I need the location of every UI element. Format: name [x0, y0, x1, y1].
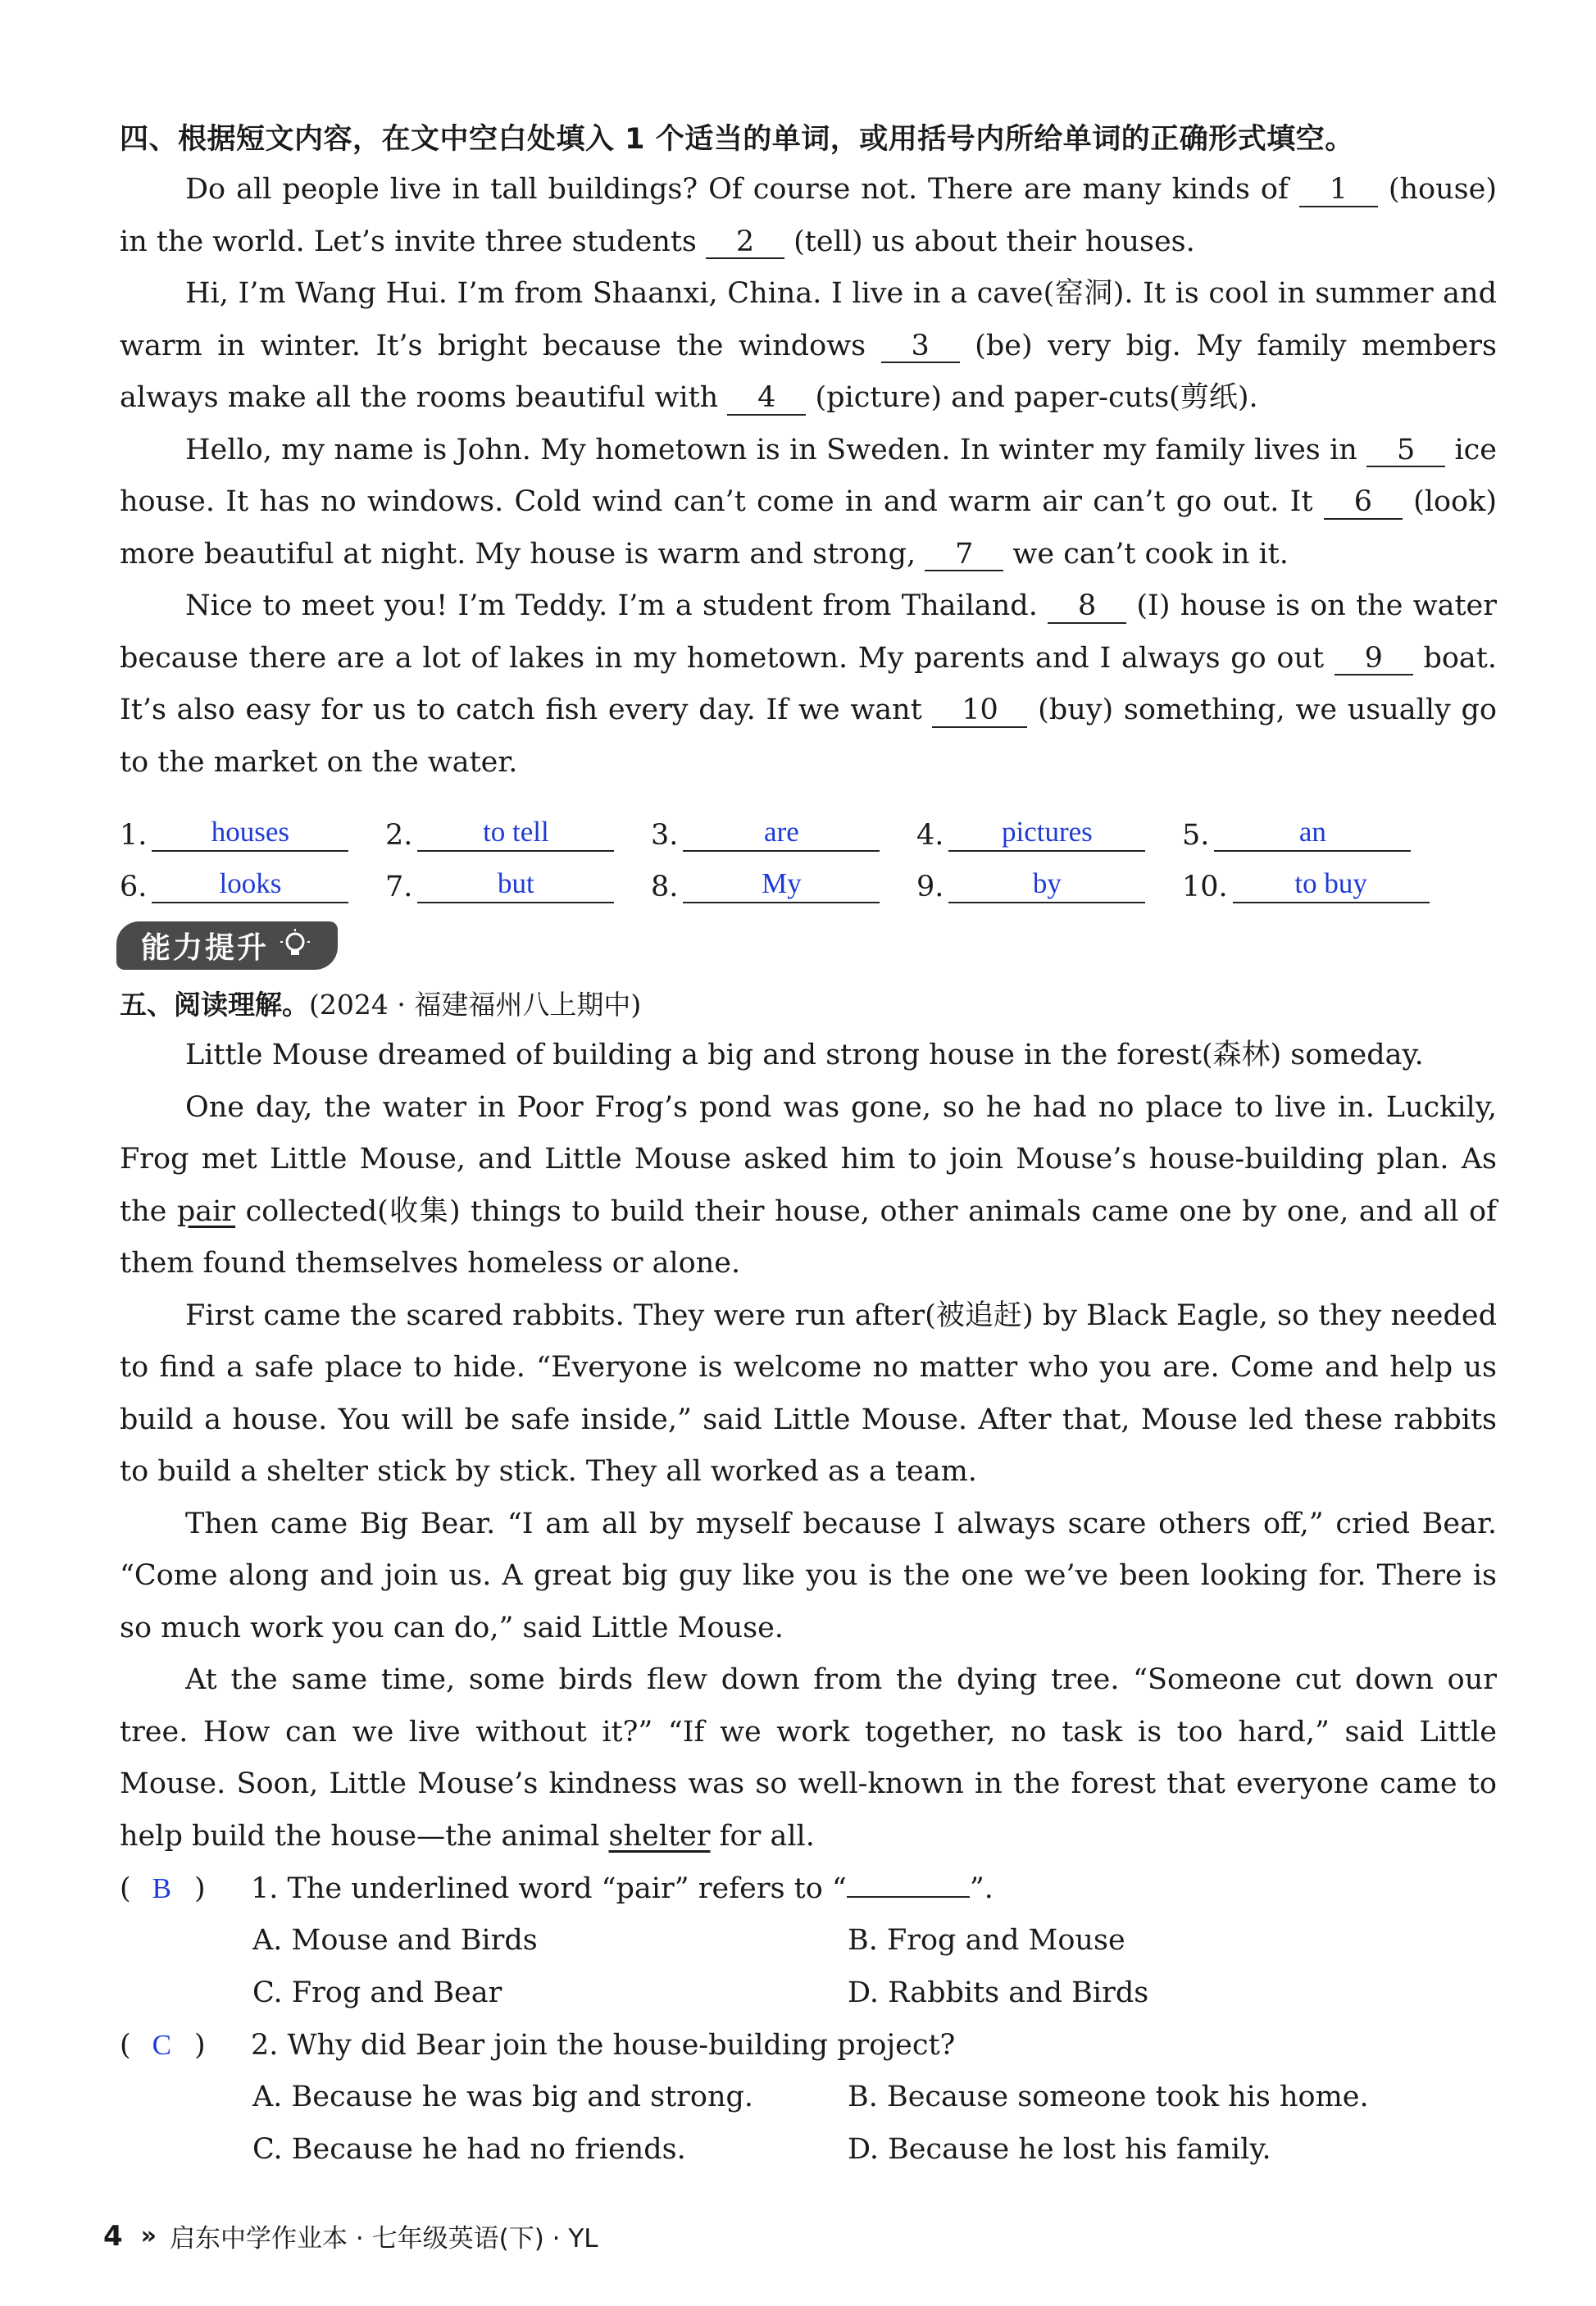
blank-4: 4	[727, 382, 806, 416]
worksheet-page	[120, 115, 1497, 2176]
option-c[interactable]: C. Because he had no friends.	[252, 2132, 686, 2166]
blank-7: 7	[925, 539, 1003, 572]
passage-teddy: Nice to meet you! I’m Teddy. I’m a student from Thailand. 8 (I) house is on the water because there are a lot of lakes in my hometown. My parents and I always go out 9 boat. It’s also easy for us to catch fish every day. If we want 10 (buy) something, we usually go to the market on the water.	[120, 589, 1498, 779]
answer-field[interactable]: pictures	[948, 813, 1145, 853]
option-a[interactable]: A. Because he was big and strong.	[252, 2081, 754, 2113]
page-footer	[103, 2217, 598, 2254]
answer-item: 5. an	[1182, 813, 1448, 853]
answer-bracket[interactable]: ( B )	[120, 1863, 251, 1915]
question-source: (2024 · 福建福州八上期中)	[309, 989, 642, 1021]
reading-para-1: Little Mouse dreamed of building a big and strong house in the forest(森林) someday.	[185, 1039, 1424, 1071]
ability-banner	[116, 918, 1497, 972]
answer-item: 6. looks	[120, 865, 385, 904]
section-5-title: 五、阅读理解。(2024 · 福建福州八上期中)	[120, 989, 642, 1021]
passage-john: Hello, my name is John. My hometown is in Sweden. In winter my family lives in 5 ice house. It has no windows. Cold wind can’t come in and warm air can’t go out. It 6 (look) more beautiful at night. My house is warm and strong, 7 we can’t cook in it.	[120, 433, 1497, 571]
option-d[interactable]: D. Rabbits and Birds	[848, 1976, 1149, 2009]
option-row	[120, 2124, 1497, 2176]
blank-5: 5	[1366, 434, 1445, 468]
option-c[interactable]: C. Frog and Bear	[252, 1976, 502, 2009]
option-row	[120, 1967, 1497, 2020]
blank-2: 2	[706, 226, 784, 260]
passage-wang-hui: Hi, I’m Wang Hui. I’m from Shaanxi, China. I live in a cave(窑洞). It is cool in summer and warm in winter. It’s bright because the windows 3 (be) very big. My family members always make all the rooms beautiful with 4 (picture) and paper-cuts(剪纸).	[120, 277, 1497, 414]
question-blank	[847, 1873, 970, 1898]
option-a[interactable]: A. Mouse and Birds	[252, 1924, 538, 1957]
reading-para-3: First came the scared rabbits. They were run after(被追赶) by Black Eagle, so they needed to find a safe place to hide. “Everyone is welcome no matter who you are. Come and help us build a house. You will be safe inside,” said Little Mouse. After that, Mouse led these rabbits to build a shelter stick by stick. They all worked as a team.	[120, 1299, 1497, 1488]
selected-answer: C	[152, 2029, 172, 2061]
answer-row	[120, 800, 1497, 852]
answer-field[interactable]: are	[683, 813, 880, 853]
blank-6: 6	[1324, 486, 1403, 520]
selected-answer: B	[152, 1872, 172, 1904]
question-stem: ( C ) 2. Why did Bear join the house-building project?	[120, 2019, 1497, 2072]
option-row	[120, 2072, 1497, 2124]
reading-para-4: Then came Big Bear. “I am all by myself because I always scare others off,” cried Bear. “Come along and join us. A great big guy like you is the one we’ve been looking for. There is so much work you can do,” said Little Mouse.	[120, 1507, 1497, 1644]
answer-field[interactable]: by	[948, 865, 1145, 904]
answer-item: 9. by	[916, 865, 1182, 904]
book-title: 启东中学作业本 · 七年级英语(下) · YL	[170, 2224, 598, 2254]
blank-10: 10	[932, 694, 1027, 728]
double-chevron-icon: »	[140, 2222, 157, 2250]
ability-banner-label: 能力提升	[116, 921, 338, 970]
page-number: 4	[103, 2219, 123, 2253]
answer-item: 7. but	[385, 865, 651, 904]
answer-field[interactable]: looks	[152, 865, 348, 904]
option-b[interactable]: B. Frog and Mouse	[848, 1924, 1125, 1957]
option-b[interactable]: B. Because someone took his home.	[848, 2081, 1369, 2113]
section-4-title: 四、根据短文内容，在文中空白处填入 1 个适当的单词，或用括号内所给单词的正确形式填空。	[120, 123, 1354, 156]
blank-9: 9	[1335, 643, 1413, 676]
question-1	[120, 1863, 1497, 2019]
answer-field[interactable]: an	[1214, 813, 1411, 853]
question-2	[120, 2019, 1497, 2176]
answer-item: 10. to buy	[1182, 865, 1448, 904]
passage-intro: Do all people live in tall buildings? Of course not. There are many kinds of 1 (house) in the world. Let’s invite three students 2 (tell) us about their houses.	[120, 173, 1498, 258]
reading-para-5: At the same time, some birds flew down from the dying tree. “Someone cut down our tree. How can we live without it?” “If we work together, no task is too hard,” said Little Mouse. Soon, Little Mouse’s kindness was so well-known in the forest that everyone came to help build the house—the animal shelter for all.	[120, 1663, 1497, 1853]
blank-8: 8	[1048, 590, 1126, 624]
answer-row	[120, 852, 1497, 903]
option-row	[120, 1915, 1497, 1967]
answer-grid	[120, 800, 1497, 903]
answer-field[interactable]: to buy	[1233, 865, 1430, 904]
answer-field[interactable]: to tell	[417, 813, 614, 853]
answer-item: 3. are	[651, 813, 916, 853]
lightbulb-icon	[277, 927, 313, 963]
reading-para-2: One day, the water in Poor Frog’s pond was gone, so he had no place to live in. Luckily, Frog met Little Mouse, and Little Mouse asked him to join Mouse’s house-building plan. As the pair collected(收集) things to build their house, other animals came one by one, and all of them found themselves homeless or alone.	[120, 1090, 1497, 1280]
answer-item: 4. pictures	[916, 813, 1182, 853]
underlined-word-pair: pair	[176, 1194, 236, 1228]
answer-field[interactable]: houses	[152, 813, 348, 853]
answer-item: 8. My	[651, 865, 916, 904]
option-d[interactable]: D. Because he lost his family.	[848, 2132, 1271, 2166]
blank-3: 3	[881, 330, 960, 364]
underlined-word-shelter: shelter	[608, 1819, 711, 1853]
answer-item: 2. to tell	[385, 813, 651, 853]
answer-item: 1. houses	[120, 813, 385, 853]
answer-bracket[interactable]: ( C )	[120, 2019, 251, 2072]
question-stem: ( B ) 1. The underlined word “pair” refers to “ ”.	[120, 1863, 1497, 1915]
blank-1: 1	[1299, 174, 1378, 207]
answer-field[interactable]: My	[683, 865, 880, 904]
answer-field[interactable]: but	[417, 865, 614, 904]
